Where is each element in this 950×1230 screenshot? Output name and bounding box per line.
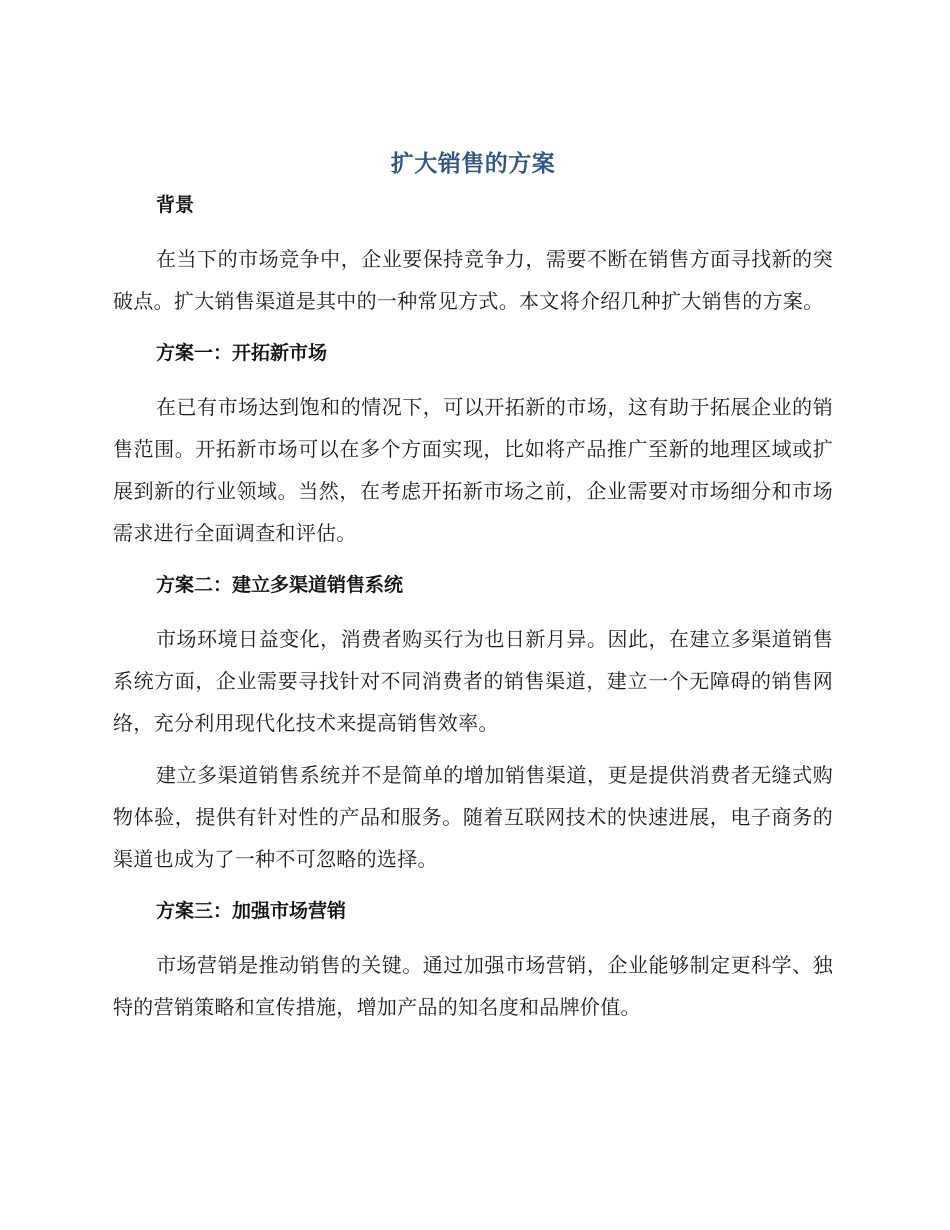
paragraph: 建立多渠道销售系统并不是简单的增加销售渠道，更是提供消费者无缝式购物体验，提供有针对性的产品和服务。随着互联网技术的快速进展，电子商务的渠道也成为了一种不可忽略的选择。 [113,763,833,871]
page-title: 扩大销售的方案 [390,151,556,177]
paragraph: 市场环境日益变化，消费者购买行为也日新月异。因此，在建立多渠道销售系统方面，企业需要寻找针对不同消费者的销售渠道，建立一个无障碍的销售网络，充分利用现代化技术来提高销售效率。 [113,627,833,735]
section-plan-three [113,896,833,1028]
section-heading: 方案二：建立多渠道销售系统 [156,574,404,596]
paragraph: 市场营销是推动销售的关键。通过加强市场营销，企业能够制定更科学、独特的营销策略和宣传措施，增加产品的知名度和品牌价值。 [113,953,833,1019]
paragraph: 在当下的市场竞争中，企业要保持竞争力，需要不断在销售方面寻找新的突破点。扩大销售渠道是其中的一种常见方式。本文将介绍几种扩大销售的方案。 [113,247,833,313]
section-plan-two [113,570,833,880]
section-heading: 方案一：开拓新市场 [156,342,328,364]
section-plan-one [113,338,833,554]
section-heading: 背景 [156,194,195,216]
section-heading: 方案三：加强市场营销 [156,900,347,922]
document-body [113,146,833,1028]
section-background [113,190,833,322]
paragraph: 在已有市场达到饱和的情况下，可以开拓新的市场，这有助于拓展企业的销售范围。开拓新市场可以在多个方面实现，比如将产品推广至新的地理区域或扩展到新的行业领域。当然，在考虑开拓新市场之前，企业需要对市场细分和市场需求进行全面调查和评估。 [113,395,833,545]
